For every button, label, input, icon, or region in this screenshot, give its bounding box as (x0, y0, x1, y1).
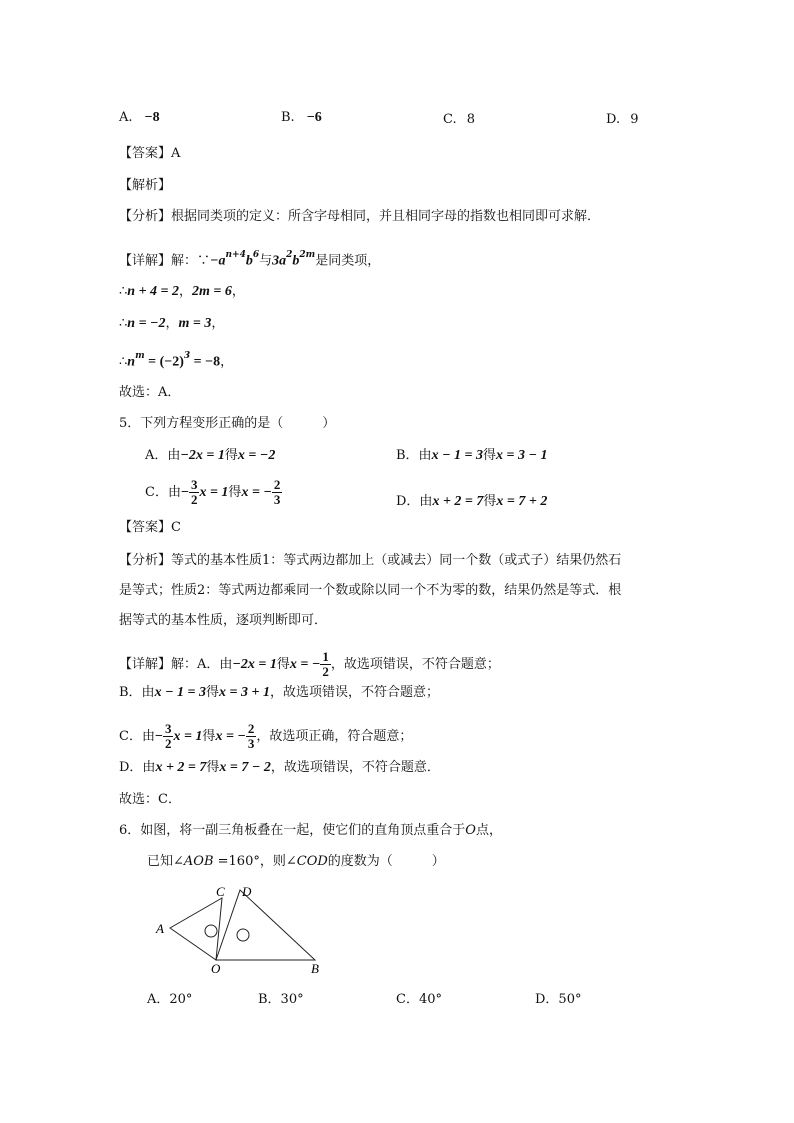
q4-choose: 故选：A． (119, 385, 181, 400)
label-o: O (211, 961, 221, 976)
q4-answer: 【答案】A (119, 146, 181, 161)
circle-right (237, 929, 249, 941)
q4-option-d: D. 9 (606, 112, 639, 127)
label-a: A (156, 921, 164, 936)
q4-step-3: $\therefore n^m = (-2)^3 = -8$， (119, 351, 234, 370)
q5-option-c: C．由− $\frac{3}{2}$ x = 1得x = − $\frac{2}{3}$ (145, 477, 281, 507)
q6-option-a: A．20° (147, 992, 193, 1007)
q6-option-c: C．40° (396, 992, 442, 1007)
q5-option-a: A．由−2x = 1得x = −2 (145, 448, 276, 463)
q6-stem-line2: 已知∠AOB =160°，则∠COD的度数为（ ） (147, 854, 445, 869)
q5-option-c-result-frac: $\frac{2}{3}$ (273, 477, 281, 507)
triangle-figure (150, 880, 330, 976)
q5-fenxi-line1: 【分析】等式的基本性质1：等式两边都加上（或减去）同一个数（或式子）结果仍然石 (119, 553, 622, 568)
q5-xiangjie-c: C．由− $\frac{3}{2}$ x = 1得x = − $\frac{2}{3}$ ，故选项正确，符合题意； (119, 721, 413, 751)
q5-choose: 故选：C． (119, 792, 181, 807)
q6-option-d: D．50° (535, 992, 582, 1007)
q5-fenxi-line2: 是等式；性质2：等式两边都乘同一个数或除以同一个不为零的数，结果仍然是等式．根 (119, 583, 622, 598)
q6-option-b: B．30° (258, 992, 304, 1007)
q5-xiangjie-c-result-frac: $\frac{2}{3}$ (247, 721, 255, 751)
q4-analysis-heading: 【解析】 (119, 178, 172, 193)
q5-xiangjie-a-frac: $\frac{1}{2}$ (322, 649, 329, 679)
q5-option-c-frac: $\frac{3}{2}$ (190, 477, 198, 507)
q5-stem: 5．下列方程变形正确的是（ ） (119, 416, 336, 431)
q5-answer: 【答案】C (119, 520, 181, 535)
triangle-aoc (170, 898, 222, 960)
triangle-odb (216, 890, 315, 960)
q5-option-b: B．由x − 1 = 3得x = 3 − 1 (396, 448, 548, 463)
q5-xiangjie-a: 【详解】解：A．由−2x = 1得x = − $\frac{1}{2}$ ，故选项错误，不符合题意； (119, 649, 500, 679)
q4-option-a: A. −8 (119, 110, 160, 125)
q4-option-b-value: −6 (306, 110, 322, 125)
q4-fenxi: 【分析】根据同类项的定义：所含字母相同，并且相同字母的指数也相同即可求解． (119, 209, 601, 224)
q5-xiangjie-c-frac: $\frac{3}{2}$ (164, 721, 172, 751)
q5-option-d: D．由x + 2 = 7得x = 7 + 2 (396, 494, 548, 509)
q4-step-2: ∴n = −2，m = 3， (119, 316, 225, 331)
label-c: C (216, 884, 225, 899)
q4-step-1: ∴n + 4 = 2，2m = 6， (119, 284, 245, 299)
q4-option-c: C. 8 (443, 112, 476, 127)
circle-left (205, 925, 217, 937)
q6-stem-line1: 6．如图，将一副三角板叠在一起，使它们的直角顶点重合于O点， (119, 823, 502, 838)
q4-option-b: B. −6 (281, 110, 322, 125)
label-b: B (311, 961, 319, 976)
q5-fenxi-line3: 据等式的基本性质，逐项判断即可． (119, 613, 328, 628)
q5-xiangjie-d: D．由x + 2 = 7得x = 7 − 2，故选项错误，不符合题意． (119, 760, 440, 775)
q4-xiangjie: 【详解】解：$\because-a^{n+4}b^6$与$3a^2b^{2m}$是同类项， (119, 250, 381, 269)
label-d: D (242, 884, 252, 899)
q5-xiangjie-b: B．由x − 1 = 3得x = 3 + 1，故选项错误，不符合题意； (119, 685, 440, 700)
q4-option-a-value: −8 (144, 110, 160, 125)
